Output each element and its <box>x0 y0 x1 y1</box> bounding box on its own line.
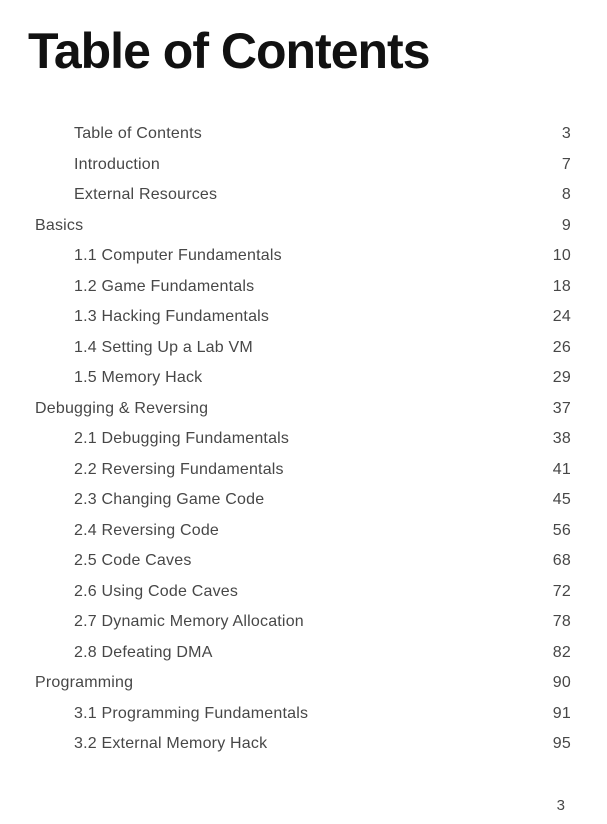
toc-entry <box>0 394 607 425</box>
toc-entry-label: 1.3 Hacking Fundamentals <box>74 308 270 326</box>
toc-entry-label: Table of Contents <box>74 125 202 143</box>
toc-entry-page: 3 <box>561 125 571 143</box>
toc-entry <box>0 668 607 699</box>
toc-list <box>0 119 607 760</box>
footer-page-number: 3 <box>556 797 565 814</box>
toc-entry <box>0 546 607 577</box>
toc-entry-label: 2.7 Dynamic Memory Allocation <box>74 613 304 631</box>
toc-entry-page: 41 <box>552 460 571 478</box>
toc-entry-page: 78 <box>552 613 571 631</box>
toc-entry <box>0 455 607 486</box>
toc-entry-label: 3.2 External Memory Hack <box>74 735 268 753</box>
toc-entry <box>0 607 607 638</box>
toc-entry-page: 68 <box>552 552 571 570</box>
toc-entry-label: 1.5 Memory Hack <box>74 369 203 387</box>
toc-entry-label: External Resources <box>74 186 218 204</box>
toc-entry-page: 37 <box>552 399 571 417</box>
toc-entry <box>0 577 607 608</box>
toc-entry-page: 10 <box>552 247 571 265</box>
toc-entry-label: Programming <box>35 674 134 692</box>
toc-entry <box>0 424 607 455</box>
toc-entry-page: 8 <box>561 186 571 204</box>
toc-entry-label: 1.4 Setting Up a Lab VM <box>74 338 253 356</box>
toc-entry-page: 18 <box>552 277 571 295</box>
toc-entry <box>0 363 607 394</box>
toc-entry-page: 72 <box>552 582 571 600</box>
toc-entry-label: 2.2 Reversing Fundamentals <box>74 460 284 478</box>
toc-entry-page: 9 <box>561 216 571 234</box>
toc-entry-page: 24 <box>552 308 571 326</box>
toc-entry-page: 26 <box>552 338 571 356</box>
toc-entry-label: 2.5 Code Caves <box>74 552 192 570</box>
toc-entry-label: Basics <box>35 216 84 234</box>
toc-entry <box>0 272 607 303</box>
page-title: Table of Contents <box>28 23 430 79</box>
toc-entry-label: 2.6 Using Code Caves <box>74 582 239 600</box>
toc-entry-page: 90 <box>552 674 571 692</box>
toc-entry-label: 1.1 Computer Fundamentals <box>74 247 282 265</box>
toc-entry <box>0 516 607 547</box>
toc-entry-page: 82 <box>552 643 571 661</box>
toc-entry <box>0 180 607 211</box>
toc-entry-page: 91 <box>552 704 571 722</box>
toc-entry <box>0 485 607 516</box>
toc-entry <box>0 699 607 730</box>
toc-entry <box>0 302 607 333</box>
toc-entry-page: 29 <box>552 369 571 387</box>
toc-entry <box>0 729 607 760</box>
toc-entry-page: 95 <box>552 735 571 753</box>
toc-entry-label: 2.3 Changing Game Code <box>74 491 265 509</box>
toc-entry <box>0 638 607 669</box>
toc-entry <box>0 241 607 272</box>
toc-entry-label: 3.1 Programming Fundamentals <box>74 704 309 722</box>
toc-entry-label: 1.2 Game Fundamentals <box>74 277 255 295</box>
toc-entry <box>0 333 607 364</box>
toc-entry-label: Debugging & Reversing <box>35 399 209 417</box>
toc-entry <box>0 150 607 181</box>
toc-entry-label: Introduction <box>74 155 161 173</box>
toc-entry <box>0 119 607 150</box>
toc-entry-label: 2.8 Defeating DMA <box>74 643 213 661</box>
toc-entry-page: 56 <box>552 521 571 539</box>
toc-entry-page: 45 <box>552 491 571 509</box>
toc-entry-label: 2.1 Debugging Fundamentals <box>74 430 290 448</box>
toc-entry-page: 7 <box>561 155 571 173</box>
toc-entry <box>0 211 607 242</box>
toc-entry-label: 2.4 Reversing Code <box>74 521 220 539</box>
document-page <box>0 24 607 824</box>
toc-entry-page: 38 <box>552 430 571 448</box>
